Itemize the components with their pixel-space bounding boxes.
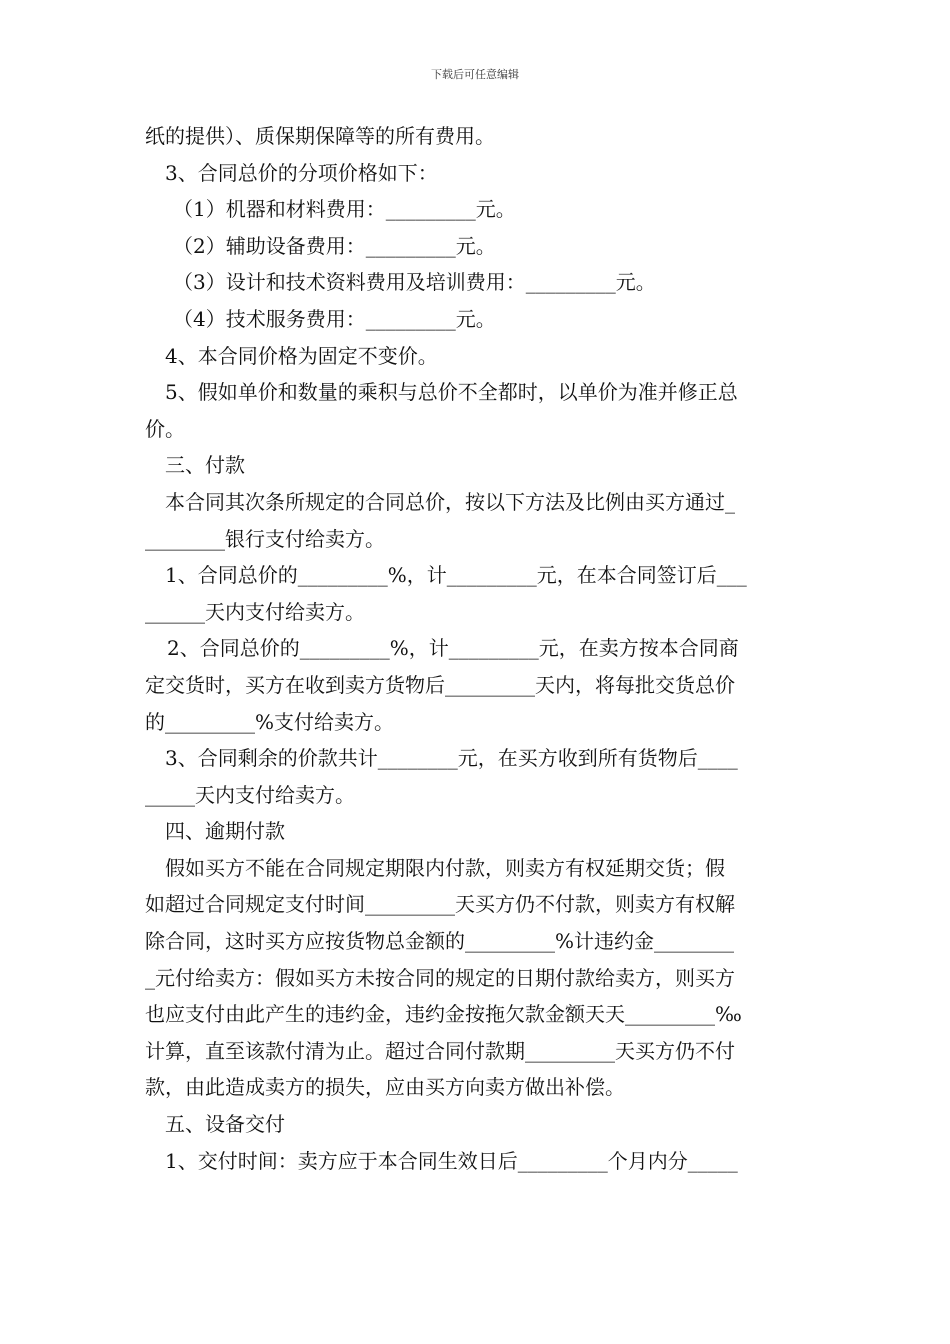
- text-line: _____天内支付给卖方。: [145, 782, 355, 807]
- text-line: 2、合同总价的_________%，计_________元，在卖方按本合同商: [167, 636, 739, 661]
- text-line: 五、设备交付: [165, 1112, 285, 1137]
- text-line: （4）技术服务费用：_________元。: [173, 306, 496, 331]
- text-line: 1、交付时间：卖方应于本合同生效日后_________个月内分_____: [165, 1148, 738, 1173]
- text-line: （1）机器和材料费用：_________元。: [173, 197, 516, 222]
- text-line: （3）设计和技术资料费用及培训费用：_________元。: [173, 270, 656, 295]
- page-header: 下载后可任意编辑: [431, 68, 519, 81]
- document-body: [145, 118, 810, 1179]
- text-line: 四、逾期付款: [165, 819, 285, 844]
- text-line: 除合同，这时买方应按货物总金额的_________%计违约金________: [145, 929, 735, 954]
- text-line: ______天内支付给卖方。: [145, 599, 365, 624]
- text-line: 本合同其次条所规定的合同总价，按以下方法及比例由买方通过_: [165, 489, 735, 514]
- text-line: 4、本合同价格为固定不变价。: [165, 343, 438, 368]
- text-line: 1、合同总价的_________%，计_________元，在本合同签订后___: [165, 563, 747, 588]
- text-line: ________银行支付给卖方。: [145, 526, 385, 551]
- text-line: （2）辅助设备费用：_________元。: [173, 233, 496, 258]
- text-line: 假如买方不能在合同规定期限内付款，则卖方有权延期交货；假: [165, 855, 725, 880]
- text-line: 三、付款: [165, 453, 245, 478]
- text-line: 定交货时，买方在收到卖方货物后_________天内，将每批交货总价: [145, 672, 735, 697]
- text-line: 3、合同总价的分项价格如下：: [165, 160, 438, 185]
- text-line: 价。: [145, 416, 185, 441]
- text-line: 如超过合同规定支付时间_________天买方仍不付款，则卖方有权解: [145, 892, 735, 917]
- text-line: 计算，直至该款付清为止。超过合同付款期_________天买方仍不付: [145, 1038, 735, 1063]
- text-line: 款，由此造成卖方的损失，应由买方向卖方做出补偿。: [145, 1075, 625, 1100]
- text-line: 的_________%支付给卖方。: [145, 709, 395, 734]
- text-line: 也应支付由此产生的违约金，违约金按拖欠款金额天天_________‰: [145, 1002, 742, 1027]
- text-line: 3、合同剩余的价款共计________元，在买方收到所有货物后____: [165, 746, 738, 771]
- text-line: 5、假如单价和数量的乘积与总价不全都时，以单价为准并修正总: [165, 380, 738, 405]
- text-line: 纸的提供）、质保期保障等的所有费用。: [145, 124, 495, 148]
- text-line: _元付给卖方：假如买方未按合同的规定的日期付款给卖方，则买方: [145, 965, 735, 990]
